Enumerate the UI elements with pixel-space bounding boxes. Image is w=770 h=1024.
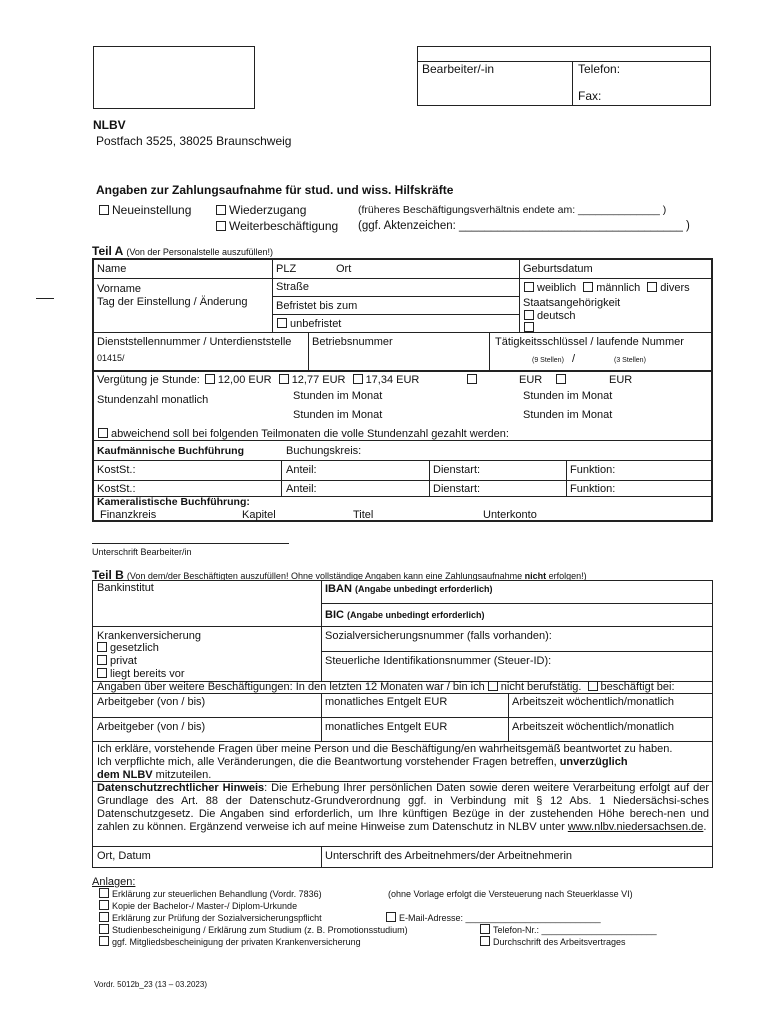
arbeitszeit-1: Arbeitszeit wöchentlich/monatlich <box>512 696 675 708</box>
vorname-label: Vorname <box>97 283 142 295</box>
divers-checkbox[interactable] <box>647 282 657 292</box>
neueinstellung-checkbox[interactable] <box>99 205 109 215</box>
stundenzahl-label: Stundenzahl monatlich <box>97 394 209 406</box>
entgelt-2: monatliches Entgelt EUR <box>325 721 448 733</box>
weitere-row: Angaben über weitere Beschäftigungen: In den letzten 12 Monaten war / bin ich nicht berufstätig. beschäftigt bei: <box>97 681 675 693</box>
dienststelle-value: 01415/ <box>97 353 125 363</box>
bankinstitut-label: Bankinstitut <box>97 582 154 594</box>
liegt-checkbox[interactable] <box>97 668 107 678</box>
deutsch-option[interactable]: deutsch <box>524 310 576 322</box>
rate2-checkbox[interactable] <box>279 374 289 384</box>
anlage-checkbox-1[interactable] <box>99 888 109 898</box>
weiblich-option[interactable]: weiblich <box>524 282 576 294</box>
arbeitgeber-1: Arbeitgeber (von / bis) <box>97 696 206 708</box>
anlagen-title: Anlagen: <box>92 876 136 888</box>
teil-b-heading: Teil B (Von dem/der Beschäftigten auszufüllen! Ohne vollständige Angaben kann eine Zahlungsaufnahme nicht erfolgen!) <box>92 568 587 582</box>
beschaeftigt-option[interactable]: beschäftigt bei: <box>588 681 675 693</box>
stunden-4: Stunden im Monat <box>523 409 613 421</box>
arbeitszeit-2: Arbeitszeit wöchentlich/monatlich <box>512 721 675 733</box>
telefon-nr-option[interactable]: Telefon-Nr.: _______________________ <box>480 924 657 935</box>
taetigkeit-label: Tätigkeitsschlüssel / laufende Nummer <box>495 336 684 348</box>
buchungskreis-label: Buchungskreis: <box>286 445 362 457</box>
rate3-option[interactable]: 17,34 EUR <box>353 374 420 386</box>
anteil-1: Anteil: <box>286 464 317 476</box>
privat-checkbox[interactable] <box>97 655 107 665</box>
unbefristet-option[interactable]: unbefristet <box>277 318 341 330</box>
stunden-1: Stunden im Monat <box>293 390 383 402</box>
anteil-2: Anteil: <box>286 483 317 495</box>
recipient-street: Postfach 3525, 38025 Braunschweig <box>96 134 292 148</box>
krankenvers-label: Krankenversicherung <box>97 630 201 642</box>
telefon-label: Telefon: <box>578 62 621 76</box>
email-option[interactable]: E-Mail-Adresse: ___________________________ <box>386 912 601 923</box>
rate3-checkbox[interactable] <box>353 374 363 384</box>
stellen3-note: (3 Stellen) <box>614 357 646 364</box>
custom-rate2-checkbox[interactable] <box>556 374 566 384</box>
other-nationality-option[interactable] <box>524 322 537 334</box>
durchschrift-option[interactable]: Durchschrift des Arbeitsvertrages <box>480 936 626 947</box>
anlage-item-4[interactable]: Studienbescheinigung / Erklärung zum Studium (z. B. Promotionsstudium) <box>99 924 408 935</box>
custom-rate1-option[interactable] <box>467 374 480 386</box>
plz-label: PLZ <box>276 263 297 275</box>
iban-label: IBAN (Angabe unbedingt erforderlich) <box>325 583 493 595</box>
anlage-item-2[interactable]: Kopie der Bachelor-/ Master-/ Diplom-Urkunde <box>99 900 297 911</box>
weiterbeschaeftigung-option[interactable]: Weiterbeschäftigung <box>216 219 338 233</box>
kapitel-label: Kapitel <box>242 509 276 521</box>
anlage-checkbox-2[interactable] <box>99 900 109 910</box>
stunden-3: Stunden im Monat <box>293 409 383 421</box>
other-nationality-checkbox[interactable] <box>524 322 534 332</box>
taetigkeit-slash: / <box>572 353 576 365</box>
anlage-checkbox-3[interactable] <box>99 912 109 922</box>
wiederzugang-checkbox[interactable] <box>216 205 226 215</box>
liegt-option[interactable]: liegt bereits vor <box>97 668 185 680</box>
gender-options <box>524 282 690 294</box>
unterschrift-an-label: Unterschrift des Arbeitnehmers/der Arbeitnehmerin <box>325 850 573 862</box>
anlage-item-5[interactable]: ggf. Mitgliedsbescheinigung der privaten Krankenversicherung <box>99 936 361 947</box>
entgelt-1: monatliches Entgelt EUR <box>325 696 448 708</box>
email-checkbox[interactable] <box>386 912 396 922</box>
aktenzeichen[interactable]: (ggf. Aktenzeichen: ___________________________________ ) <box>358 220 690 232</box>
bearbeiter-label: Bearbeiter/-in <box>422 62 495 76</box>
anlage-item-1[interactable]: Erklärung zur steuerlichen Behandlung (Vordr. 7836) <box>99 888 322 899</box>
signature-label: Unterschrift Bearbeiter/in <box>92 547 192 557</box>
abweichend-checkbox[interactable] <box>98 428 108 438</box>
wiederzugang-option[interactable]: Wiederzugang <box>216 203 306 217</box>
stamp-box <box>93 46 255 109</box>
gesetzlich-checkbox[interactable] <box>97 642 107 652</box>
staatsang-label: Staatsangehörigkeit <box>523 297 621 309</box>
kostst-2: KostSt.: <box>97 483 136 495</box>
beschaeftigt-checkbox[interactable] <box>588 681 598 691</box>
rate1-checkbox[interactable] <box>205 374 215 384</box>
anlage-checkbox-4[interactable] <box>99 924 109 934</box>
gesetzlich-option[interactable]: gesetzlich <box>97 642 159 654</box>
funktion-2: Funktion: <box>570 483 616 495</box>
datenschutz-hinweis: Datenschutzrechtlicher Hinweis: Die Erhebung Ihrer persönlichen Daten sowie deren weitere Verarbeitung erfolgt auf der Grundlage des Art. 88 der Datenschutz-Grundverordnung ggf. in Verbindung mit § 12 Abs. 1 Niedersächsi-sches Datenschutzgesetz. Die Angaben sind erforderlich, um Ihre künftigen Bezüge in der zustehenden Höhe berech-nen und zahlen zu können. Ergänzend verweise ich auf meine Hinweise zum Datenschutz in NLBV unter www.nlbv.niedersachsen.de. <box>97 782 709 833</box>
kaufm-label: Kaufmännische Buchführung <box>97 445 245 457</box>
maennlich-option[interactable]: männlich <box>583 282 640 294</box>
neueinstellung-option[interactable]: Neueinstellung <box>99 203 191 217</box>
divers-option[interactable]: divers <box>647 282 689 294</box>
abweichend-option[interactable]: abweichend soll bei folgenden Teilmonaten die volle Stundenzahl gezahlt werden: <box>98 428 509 440</box>
dienstart-2: Dienstart: <box>433 483 481 495</box>
sozialvers-label: Sozialversicherungsnummer (falls vorhanden): <box>325 630 552 642</box>
contact-box <box>417 46 711 106</box>
name-label: Name <box>97 263 127 275</box>
befristet-label: Befristet bis zum <box>276 300 358 312</box>
dienstart-1: Dienstart: <box>433 464 481 476</box>
durchschrift-checkbox[interactable] <box>480 936 490 946</box>
frueheres-ende[interactable]: (früheres Beschäftigungsverhältnis endete am: ______________ ) <box>358 204 667 216</box>
verguetung-row: Vergütung je Stunde: 12,00 EUR 12,77 EUR 17,34 EUR <box>97 374 420 386</box>
rate1-option[interactable]: 12,00 EUR <box>205 374 272 386</box>
anlage-item-3[interactable]: Erklärung zur Prüfung der Sozialversicherungspflicht <box>99 912 322 923</box>
recipient-name: NLBV <box>93 118 126 132</box>
ort-datum-label: Ort, Datum <box>97 850 151 862</box>
form-number: Vordr. 5012b_23 (13 – 03.2023) <box>94 980 207 989</box>
privat-option[interactable]: privat <box>97 655 137 667</box>
custom-rate2-eur: EUR <box>609 374 633 386</box>
fax-label: Fax: <box>578 89 602 103</box>
maennlich-checkbox[interactable] <box>583 282 593 292</box>
geburtsdatum-label: Geburtsdatum <box>523 263 593 275</box>
nlbv-link[interactable]: www.nlbv.niedersachsen.de <box>567 821 704 833</box>
nicht-berufst-option[interactable]: nicht berufstätig. <box>488 681 582 693</box>
nicht-berufst-checkbox[interactable] <box>488 681 498 691</box>
stellen9-note: (9 Stellen) <box>532 357 564 364</box>
tag-label: Tag der Einstellung / Änderung <box>97 296 248 308</box>
steuerid-label: Steuerliche Identifikationsnummer (Steuer-ID): <box>325 655 552 667</box>
betriebsnummer-label: Betriebsnummer <box>312 336 393 348</box>
titel-label: Titel <box>353 509 374 521</box>
custom-rate1-checkbox[interactable] <box>467 374 477 384</box>
anlage-checkbox-5[interactable] <box>99 936 109 946</box>
unterkonto-label: Unterkonto <box>483 509 537 521</box>
custom-rate2-option[interactable] <box>556 374 569 386</box>
deutsch-checkbox[interactable] <box>524 310 534 320</box>
ort-label: Ort <box>336 263 352 275</box>
rate2-option[interactable]: 12,77 EUR <box>279 374 346 386</box>
arbeitgeber-2: Arbeitgeber (von / bis) <box>97 721 206 733</box>
page-title: Angaben zur Zahlungsaufnahme für stud. und wiss. Hilfskräfte <box>96 183 454 197</box>
signature-line[interactable] <box>92 543 289 544</box>
stunden-2: Stunden im Monat <box>523 390 613 402</box>
kostst-1: KostSt.: <box>97 464 136 476</box>
custom-rate1-eur: EUR <box>519 374 543 386</box>
strasse-label: Straße <box>276 281 310 293</box>
kameral-label: Kameralistische Buchführung: <box>97 496 250 508</box>
declaration: Ich erkläre, vorstehende Fragen über meine Person und die Beschäftigung/en wahrheitsgemäß beantwortet zu haben. Ich verpflichte mich, alle Veränderungen, die die Beantwortung vorstehender Fragen betreffen, unverzüglich dem NLBV mitzuteilen. <box>97 743 673 781</box>
ohne-vorlage-note: (ohne Vorlage erfolgt die Versteuerung nach Steuerklasse VI) <box>388 889 633 899</box>
unbefristet-checkbox[interactable] <box>277 318 287 328</box>
funktion-1: Funktion: <box>570 464 616 476</box>
teil-a-heading: Teil A (Von der Personalstelle auszufüllen!) <box>92 244 273 258</box>
dienststelle-label: Dienststellennummer / Unterdienststelle <box>97 336 292 348</box>
weiblich-checkbox[interactable] <box>524 282 534 292</box>
weiterbeschaeftigung-checkbox[interactable] <box>216 221 226 231</box>
telefon-nr-checkbox[interactable] <box>480 924 490 934</box>
finanzkreis-label: Finanzkreis <box>100 509 157 521</box>
bic-label: BIC (Angabe unbedingt erforderlich) <box>325 609 485 621</box>
